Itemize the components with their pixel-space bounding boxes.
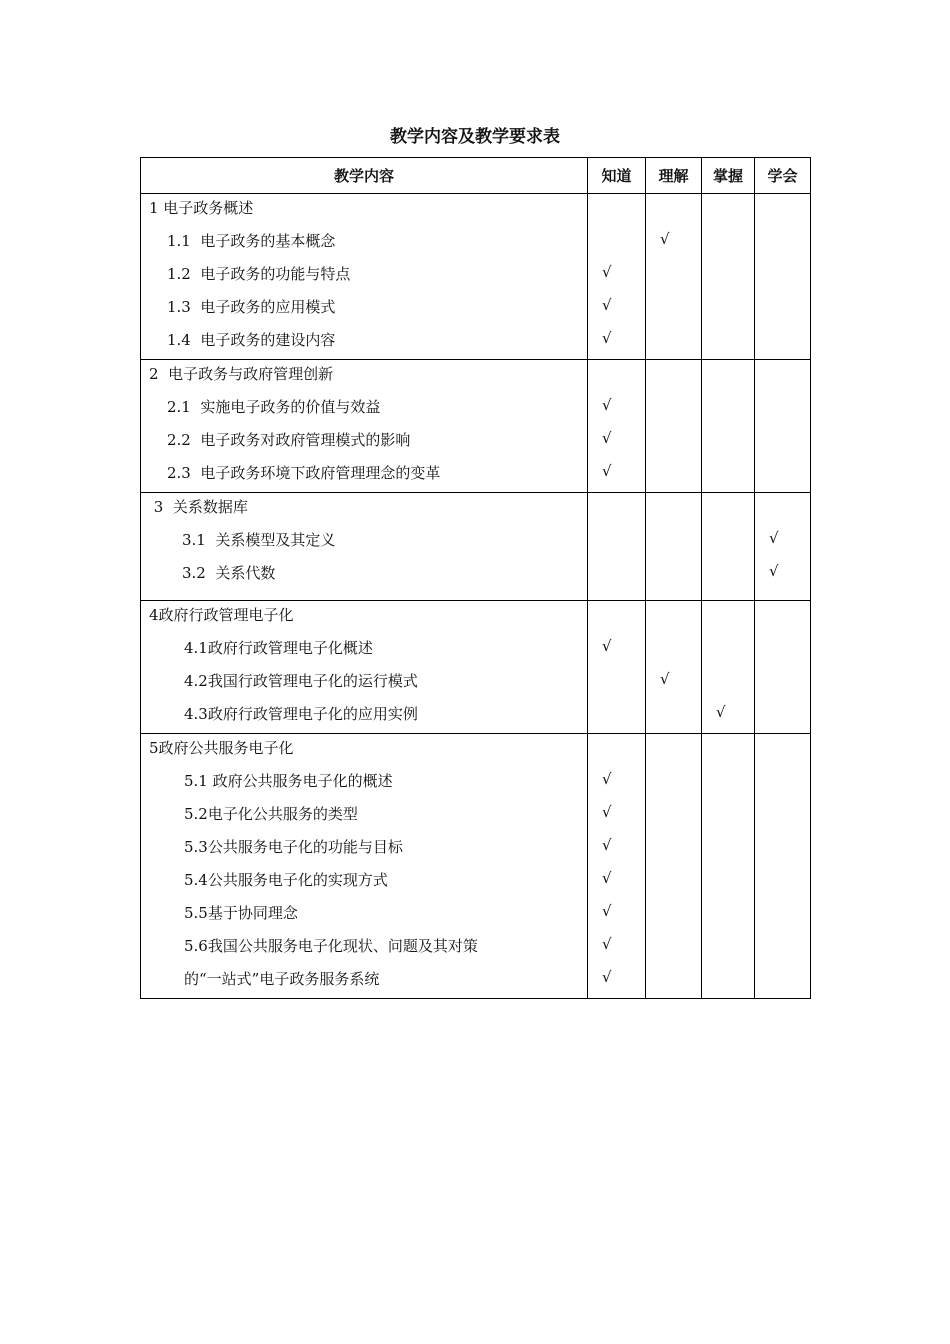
empty-line [646,293,701,326]
master-cell [702,734,755,999]
learn-cell [755,601,811,734]
check-mark: √ [769,529,779,547]
empty-line [646,833,701,866]
header-know: 知道 [588,158,646,194]
section-heading: 2 电子政务与政府管理创新 [149,365,334,383]
empty-line [646,634,701,667]
topic-item: 2.1 实施电子政务的价值与效益 [167,398,381,416]
understand-cell [646,194,702,360]
header-understand: 理解 [646,158,702,194]
topic-item: 4.2我国行政管理电子化的运行模式 [184,672,418,690]
content-cell [141,601,588,734]
empty-line [646,866,701,899]
empty-line [702,227,754,260]
empty-line [646,493,701,526]
empty-line [588,601,645,634]
empty-line [702,260,754,293]
topic-item: 5.3公共服务电子化的功能与目标 [184,838,403,856]
check-mark: √ [769,562,779,580]
learn-cell [755,360,811,493]
empty-line [702,965,754,998]
check-mark: √ [602,296,612,314]
know-cell [588,601,646,734]
empty-line [702,360,754,393]
empty-line [646,800,701,833]
empty-line [755,899,810,932]
empty-line [755,426,810,459]
empty-line [755,767,810,800]
section-row [141,194,811,360]
know-cell [588,734,646,999]
empty-line [702,800,754,833]
empty-line [646,932,701,965]
check-mark: √ [716,703,726,721]
understand-cell [646,360,702,493]
empty-line [646,326,701,359]
content-cell [141,493,588,601]
empty-line [646,194,701,227]
empty-line [702,326,754,359]
topic-item: 3.2 关系代数 [182,564,276,582]
empty-line [702,426,754,459]
header-learn: 学会 [755,158,811,194]
page-title: 教学内容及教学要求表 [390,127,560,147]
topic-item: 1.4 电子政务的建设内容 [167,331,336,349]
learn-cell [755,734,811,999]
understand-cell [646,601,702,734]
empty-line [755,800,810,833]
empty-line [755,227,810,260]
check-mark: √ [660,670,670,688]
empty-line [646,559,701,592]
topic-item: 3.1 关系模型及其定义 [182,531,336,549]
know-cell [588,360,646,493]
empty-line [702,601,754,634]
teaching-requirements-table [140,157,811,999]
topic-item: 5.2电子化公共服务的类型 [184,805,358,823]
empty-line [588,194,645,227]
empty-line [646,526,701,559]
empty-line [702,767,754,800]
empty-line [702,634,754,667]
check-mark: √ [660,230,670,248]
table-body [141,194,811,999]
understand-cell [646,493,702,601]
empty-line [588,700,645,733]
check-mark: √ [602,263,612,281]
empty-line [646,700,701,733]
check-mark: √ [602,869,612,887]
master-cell [702,493,755,601]
section-row [141,360,811,493]
empty-line [702,667,754,700]
empty-line [702,526,754,559]
empty-line [646,734,701,767]
empty-line [702,459,754,492]
check-mark: √ [602,462,612,480]
empty-line [755,260,810,293]
empty-line [702,194,754,227]
content-cell [141,734,588,999]
understand-cell [646,734,702,999]
empty-line [588,360,645,393]
empty-line [702,866,754,899]
check-mark: √ [602,836,612,854]
check-mark: √ [602,329,612,347]
empty-line [588,526,645,559]
empty-line [702,899,754,932]
check-mark: √ [602,902,612,920]
empty-line [755,866,810,899]
master-cell [702,601,755,734]
empty-line [755,493,810,526]
empty-line [755,734,810,767]
section-row [141,734,811,999]
content-cell [141,360,588,493]
empty-line [588,667,645,700]
empty-line [755,932,810,965]
check-mark: √ [602,770,612,788]
empty-line [646,360,701,393]
spacer [141,592,587,600]
empty-line [588,734,645,767]
empty-line [646,459,701,492]
topic-item: 1.1 电子政务的基本概念 [167,232,336,250]
check-mark: √ [602,396,612,414]
topic-item: 1.3 电子政务的应用模式 [167,298,336,316]
empty-line [702,734,754,767]
empty-line [755,393,810,426]
empty-line [755,360,810,393]
section-row [141,493,811,601]
section-heading: 5政府公共服务电子化 [149,739,294,757]
check-mark: √ [602,968,612,986]
empty-line [755,965,810,998]
empty-line [646,767,701,800]
know-cell [588,493,646,601]
section-heading: 3 关系数据库 [149,498,248,516]
topic-item: 5.6我国公共服务电子化现状、问题及其对策 [184,937,478,955]
empty-line [755,700,810,733]
empty-line [588,559,645,592]
topic-item: 2.2 电子政务对政府管理模式的影响 [167,431,411,449]
check-mark: √ [602,429,612,447]
empty-line [646,260,701,293]
empty-line [702,393,754,426]
empty-line [702,559,754,592]
master-cell [702,360,755,493]
topic-item: 1.2 电子政务的功能与特点 [167,265,351,283]
empty-line [755,634,810,667]
topic-item: 5.1 政府公共服务电子化的概述 [184,772,393,790]
check-mark: √ [602,803,612,821]
empty-line [646,899,701,932]
section-heading: 4政府行政管理电子化 [149,606,294,624]
learn-cell [755,493,811,601]
section-row [141,601,811,734]
empty-line [588,493,645,526]
empty-line [755,833,810,866]
topic-item: 5.5基于协同理念 [184,904,298,922]
empty-line [755,459,810,492]
empty-line [702,293,754,326]
empty-line [588,227,645,260]
empty-line [755,667,810,700]
topic-item: 4.3政府行政管理电子化的应用实例 [184,705,418,723]
empty-line [702,932,754,965]
empty-line [755,293,810,326]
check-mark: √ [602,637,612,655]
empty-line [755,601,810,634]
header-row [141,158,811,194]
empty-line [646,965,701,998]
empty-line [702,833,754,866]
section-heading: 1 电子政务概述 [149,199,254,217]
know-cell [588,194,646,360]
empty-line [646,601,701,634]
empty-line [646,393,701,426]
header-content: 教学内容 [141,158,588,194]
topic-item: 2.3 电子政务环境下政府管理理念的变革 [167,464,441,482]
topic-item: 5.4公共服务电子化的实现方式 [184,871,388,889]
check-mark: √ [602,935,612,953]
content-cell [141,194,588,360]
topic-item: 的“一站式”电子政务服务系统 [184,970,380,988]
empty-line [702,493,754,526]
empty-line [755,194,810,227]
master-cell [702,194,755,360]
empty-line [646,426,701,459]
learn-cell [755,194,811,360]
topic-item: 4.1政府行政管理电子化概述 [184,639,373,657]
header-master: 掌握 [702,158,755,194]
empty-line [755,326,810,359]
